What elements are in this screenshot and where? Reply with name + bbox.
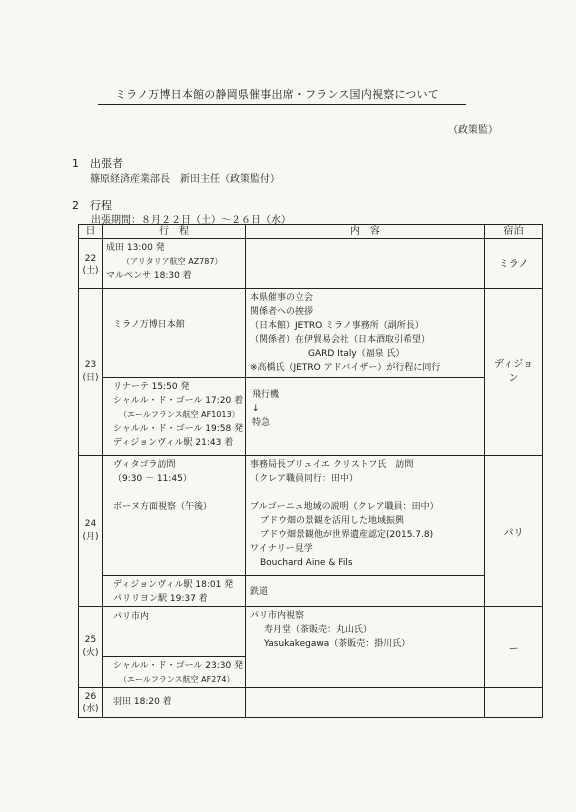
header-day: 日 <box>79 225 103 239</box>
itinerary-line: ボーヌ方面視察（午後） <box>113 502 213 512</box>
content-line: 鉄道 <box>250 587 269 597</box>
stay-cell: ディジョン <box>485 289 543 456</box>
table-row <box>79 607 543 657</box>
day-cell <box>79 239 103 289</box>
content-line: 飛行機 <box>252 390 280 400</box>
table-row <box>79 239 543 289</box>
itinerary-line: （アリタリア航空 AZ787） <box>122 257 223 266</box>
table-row <box>79 378 543 456</box>
itinerary-line: ディジョンヴィル駅 21:43 着 <box>113 438 234 448</box>
itinerary-line: パリ市内 <box>113 612 150 622</box>
itinerary-line: （エールフランス航空 AF274） <box>119 675 235 684</box>
content-line: 関係者への挨拶 <box>250 307 314 317</box>
content-line: （クレア職員同行：田中） <box>250 474 359 484</box>
day-cell <box>79 688 103 718</box>
document-title: ミラノ万博日本館の静岡県催事出席・フランス国内視察について <box>115 88 439 101</box>
header-itinerary: 行 程 <box>103 225 246 239</box>
content-line: ブルゴーニュ地域の説明（クレア職員：田中） <box>250 502 439 512</box>
itinerary-cell <box>103 688 246 718</box>
itinerary-line: シャルル・ド・ゴール 17:20 着 <box>113 396 244 406</box>
content-cell <box>246 239 485 289</box>
content-line: ブドウ畑景観他が世界遺産認定(2015.7.8) <box>260 530 434 540</box>
itinerary-line: ヴィタゴラ訪問 <box>113 460 176 470</box>
itinerary-line: マルペンサ 18:30 着 <box>106 271 192 281</box>
day-number: 22 (土) <box>82 254 99 276</box>
day-cell <box>79 289 103 456</box>
itinerary-line: シャルル・ド・ゴール 23:30 発 <box>113 661 244 671</box>
itinerary-line: （エールフランス航空 AF1013） <box>119 410 240 419</box>
stay-cell <box>485 688 543 718</box>
itinerary-cell <box>103 378 246 456</box>
schedule-table <box>78 224 543 718</box>
content-line: Yasukakegawa（茶販売：掛川氏） <box>264 639 411 649</box>
content-line: GARD Italy（福泉 氏） <box>308 349 405 359</box>
stay-cell: パリ <box>485 456 543 607</box>
content-line: Bouchard Aine & Fils <box>260 558 353 568</box>
content-line: 寿月堂（茶販売：丸山氏） <box>264 625 373 635</box>
table-row <box>79 576 543 607</box>
department-label: （政策監） <box>448 125 498 136</box>
table-row <box>79 456 543 576</box>
day-cell <box>79 607 103 688</box>
itinerary-line: 羽田 18:20 着 <box>113 697 172 707</box>
content-line: 特急 <box>252 418 271 428</box>
stay-cell: ー <box>485 607 543 688</box>
content-line: ブドウ畑の景観を活用した地域振興 <box>260 516 405 526</box>
itinerary-cell <box>103 239 246 289</box>
content-line: ↓ <box>252 404 260 414</box>
itinerary-cell <box>103 456 246 576</box>
content-line: ※高橋氏（JETRO アドバイザー）が行程に同行 <box>250 363 441 373</box>
content-line: 事務局長ブリュイエ クリストフ氏 訪問 <box>250 460 414 470</box>
content-line: 本県催事の立会 <box>250 293 314 303</box>
stay-cell: ミラノ <box>485 239 543 289</box>
itinerary-cell <box>103 576 246 607</box>
content-cell <box>246 378 485 456</box>
table-header-row <box>79 225 543 239</box>
day-number: 24 (月) <box>82 519 99 542</box>
content-line: （日本館）JETRO ミラノ事務所（副所長） <box>250 321 424 331</box>
title-underline <box>98 104 466 105</box>
itinerary-line: 成田 13:00 発 <box>106 243 165 253</box>
content-line: （関係者）在伊貿易会社（日本酒取引希望） <box>250 335 431 345</box>
content-cell <box>246 607 485 688</box>
itinerary-line: パリリヨン駅 19:37 着 <box>113 594 208 604</box>
section2-heading: 2 行程 <box>72 199 112 212</box>
header-stay: 宿泊 <box>485 225 543 239</box>
section1-heading: 1 出張者 <box>72 157 123 170</box>
content-line: ワイナリー見学 <box>250 544 313 554</box>
itinerary-cell <box>103 657 246 688</box>
content-cell <box>246 289 485 378</box>
itinerary-cell <box>103 289 246 378</box>
content-line <box>250 486 480 500</box>
itinerary-cell <box>103 607 246 657</box>
itinerary-line: シャルル・ド・ゴール 19:58 発 <box>113 424 244 434</box>
itinerary-line <box>113 486 242 500</box>
day-number: 26 (水) <box>82 691 99 714</box>
day-number: 25 (火) <box>82 635 99 658</box>
itinerary-line: ミラノ万博日本館 <box>113 320 185 330</box>
header-content: 内 容 <box>246 225 485 239</box>
day-number: 23 (日) <box>82 360 99 383</box>
content-cell <box>246 576 485 607</box>
content-line: パリ市内視察 <box>250 611 305 621</box>
itinerary-line: リナーテ 15:50 発 <box>113 382 190 392</box>
content-cell <box>246 688 485 718</box>
travel-period: 出張期間：８月２２日（土）～２６日（水） <box>91 215 291 226</box>
section1-body: 篠原経済産業部長 新田主任（政策監付） <box>90 174 280 185</box>
day-cell <box>79 456 103 607</box>
table-row <box>79 688 543 718</box>
itinerary-line: （9:30 － 11:45） <box>113 474 192 484</box>
table-row <box>79 289 543 378</box>
content-cell <box>246 456 485 576</box>
itinerary-line: ディジョンヴィル駅 18:01 発 <box>113 580 234 590</box>
